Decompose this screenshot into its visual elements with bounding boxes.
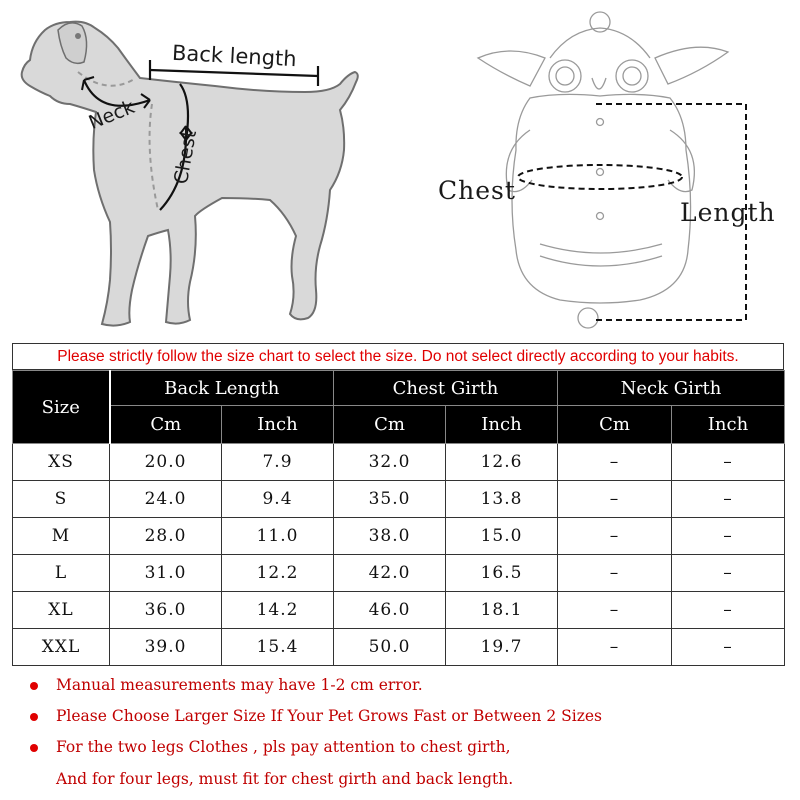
- table-cell: –: [558, 444, 672, 481]
- hood-pompom: [590, 12, 610, 32]
- table-cell: –: [672, 555, 785, 592]
- table-cell: 7.9: [222, 444, 334, 481]
- table-cell: –: [558, 629, 672, 666]
- table-cell: 12.2: [222, 555, 334, 592]
- table-cell: –: [558, 481, 672, 518]
- table-cell: –: [672, 592, 785, 629]
- table-cell: 50.0: [334, 629, 446, 666]
- table-cell: 19.7: [446, 629, 558, 666]
- table-cell: 35.0: [334, 481, 446, 518]
- table-cell: 13.8: [446, 481, 558, 518]
- table-cell: 31.0: [110, 555, 222, 592]
- table-cell: 20.0: [110, 444, 222, 481]
- table-cell: 15.4: [222, 629, 334, 666]
- table-cell: 11.0: [222, 518, 334, 555]
- table-cell: 18.1: [446, 592, 558, 629]
- right-eye-outer: [616, 60, 648, 92]
- left-eye-inner: [556, 67, 574, 85]
- table-cell: 9.4: [222, 481, 334, 518]
- nose: [592, 78, 606, 89]
- bullet-icon: [30, 682, 38, 690]
- size-cell: XS: [13, 444, 110, 481]
- table-cell: 46.0: [334, 592, 446, 629]
- button-2: [597, 169, 604, 176]
- note-text: Manual measurements may have 1-2 cm error.: [56, 676, 423, 694]
- unit-header: Cm: [334, 406, 446, 444]
- note-item: [30, 738, 511, 756]
- size-cell: XXL: [13, 629, 110, 666]
- size-chart-table: [12, 370, 785, 666]
- unit-header: Cm: [558, 406, 672, 444]
- table-cell: 42.0: [334, 555, 446, 592]
- table-row: [13, 629, 785, 666]
- table-cell: 32.0: [334, 444, 446, 481]
- table-units-row: [13, 406, 785, 444]
- size-column-header: Size: [13, 371, 110, 444]
- bullet-icon: [30, 713, 38, 721]
- table-cell: 15.0: [446, 518, 558, 555]
- size-cell: L: [13, 555, 110, 592]
- garment-chest-label: Chest: [438, 176, 516, 205]
- table-cell: –: [558, 555, 672, 592]
- table-row: [13, 592, 785, 629]
- left-eye-outer: [549, 60, 581, 92]
- table-row: [13, 518, 785, 555]
- table-cell: –: [558, 592, 672, 629]
- table-cell: 16.5: [446, 555, 558, 592]
- button-1: [597, 119, 604, 126]
- table-row: [13, 444, 785, 481]
- unit-header: Inch: [446, 406, 558, 444]
- table-row: [13, 481, 785, 518]
- table-cell: 24.0: [110, 481, 222, 518]
- table-cell: 36.0: [110, 592, 222, 629]
- button-3: [597, 213, 604, 220]
- garment-sketch: [400, 0, 800, 340]
- back-length-header: Back Length: [110, 371, 334, 406]
- table-cell: –: [672, 629, 785, 666]
- right-ear: [655, 47, 728, 84]
- table-cell: 12.6: [446, 444, 558, 481]
- chest-label: Chest: [170, 128, 202, 186]
- unit-header: Inch: [222, 406, 334, 444]
- table-cell: –: [672, 518, 785, 555]
- note-item: [30, 707, 602, 725]
- dog-eye: [75, 33, 81, 39]
- size-cell: S: [13, 481, 110, 518]
- unit-header: Inch: [672, 406, 785, 444]
- size-cell: M: [13, 518, 110, 555]
- table-cell: 39.0: [110, 629, 222, 666]
- table-cell: 14.2: [222, 592, 334, 629]
- table-row: [13, 555, 785, 592]
- note-text: For the two legs Clothes , pls pay attention to chest girth,: [56, 738, 511, 756]
- back-length-label: Back length: [171, 40, 298, 72]
- table-cell: 38.0: [334, 518, 446, 555]
- hem-line: [540, 244, 662, 253]
- size-cell: XL: [13, 592, 110, 629]
- note-item-continued: [30, 770, 513, 788]
- table-header-row: [13, 371, 785, 406]
- unit-header: Cm: [110, 406, 222, 444]
- hem-line-2: [540, 256, 662, 266]
- right-eye-inner: [623, 67, 641, 85]
- bullet-icon: [30, 744, 38, 752]
- neck-girth-header: Neck Girth: [558, 371, 785, 406]
- garment-length-label: Length: [680, 198, 776, 227]
- note-text: And for four legs, must fit for chest girth and back length.: [56, 770, 514, 788]
- table-cell: –: [558, 518, 672, 555]
- table-cell: 28.0: [110, 518, 222, 555]
- chest-girth-header: Chest Girth: [334, 371, 558, 406]
- left-ear: [478, 51, 545, 86]
- dog-measurement-figure: [0, 0, 400, 340]
- note-text: Please Choose Larger Size If Your Pet Grows Fast or Between 2 Sizes: [56, 707, 602, 725]
- tail-pompom: [578, 308, 598, 328]
- table-cell: –: [672, 444, 785, 481]
- neck-label: Neck: [85, 95, 138, 135]
- size-chart-warning: Please strictly follow the size chart to select the size. Do not select directly according to your habits.: [12, 343, 784, 370]
- table-cell: –: [672, 481, 785, 518]
- garment-measurement-figure: [400, 0, 800, 340]
- note-item: [30, 676, 423, 694]
